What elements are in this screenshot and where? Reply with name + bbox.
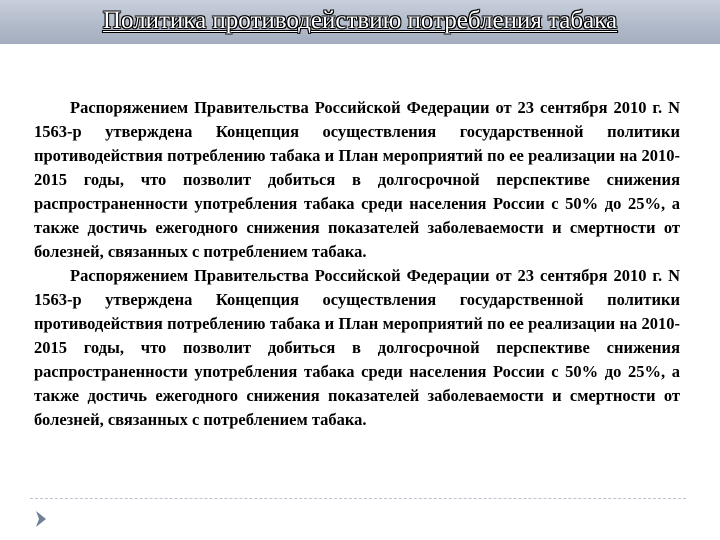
slide-body [34,96,680,432]
paragraph-2: Распоряжением Правительства Российской Федерации от 23 сентября 2010 г. N 1563-р утверждена Концепция осуществления государственной политики противодействия потреблению табака и План мероприятий по ее реализации на 2010-2015 годы, что позволит добиться в долгосрочной перспективе снижения распространенности употребления табака среди населения России с 50% до 25%, а также достичь ежегодного снижения показателей заболеваемости и смертности от болезней, связанных с потреблением табака. [34,266,680,429]
footer-divider [30,498,686,499]
paragraph-1: Распоряжением Правительства Российской Федерации от 23 сентября 2010 г. N 1563-р утверждена Концепция осуществления государственной политики противодействия потреблению табака и План мероприятий по ее реализации на 2010-2015 годы, что позволит добиться в долгосрочной перспективе снижения распространенности употребления табака среди населения России с 50% до 25%, а также достичь ежегодного снижения показателей заболеваемости и смертности от болезней, связанных с потреблением табака. [34,98,680,261]
slide-title: Политика противодействию потребления табака [102,7,618,34]
next-arrow-icon[interactable] [34,510,48,533]
title-bar [0,0,720,44]
